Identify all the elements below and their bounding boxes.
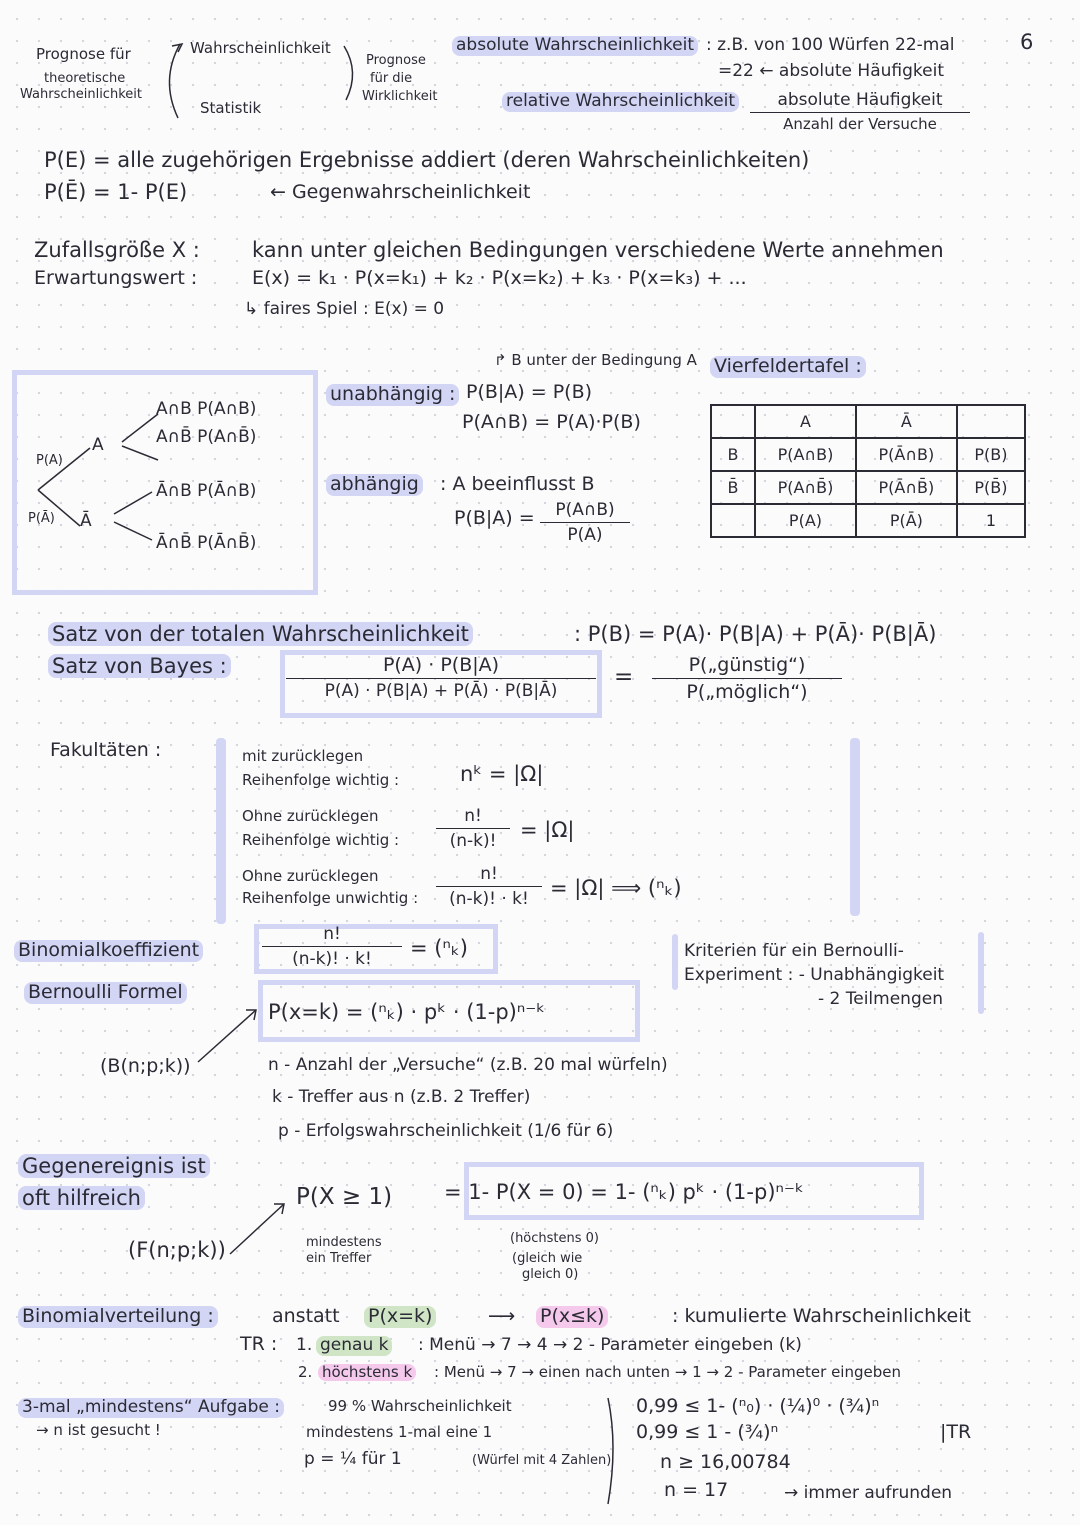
fak-case3-fraction [436, 864, 542, 909]
binomialkoeffizient-fraction [262, 924, 402, 969]
prognose-wirklichkeit-1: Prognose [366, 53, 426, 68]
binomialverteilung-label: Binomialverteilung : [18, 1306, 218, 1328]
binomv-kumuliert: : kumulierte Wahrscheinlichkeit [672, 1305, 971, 1327]
prognose-wirklichkeit-2: für die [370, 71, 413, 86]
bayes-numerator: P(A) · P(B|A) [382, 654, 500, 676]
kriterien-line1: Kriterien für ein Bernoulli- [684, 941, 904, 961]
table-cell: P(A∩B) [755, 438, 856, 471]
abhaengig-denominator: P(A) [567, 525, 603, 545]
relative-wahrscheinlichkeit-label: relative Wahrscheinlichkeit [502, 92, 739, 112]
dreimal-itr: |TR [940, 1421, 972, 1443]
bernoulli-formel-label: Bernoulli Formel [24, 982, 187, 1004]
table-cell: P(Ā) [856, 504, 957, 537]
zufallsgroesse-definition: kann unter gleichen Bedingungen verschiedene Werte annehmen [252, 238, 944, 262]
table-cell: P(B̄) [957, 471, 1025, 504]
tree-pa: P(A) [36, 453, 63, 468]
bayes-right-denominator: P(„möglich“) [686, 681, 808, 703]
binomv-pxk: P(x=k) [364, 1306, 436, 1328]
totale-wahrscheinlichkeit-label: Satz von der totalen Wahrscheinlichkeit [48, 622, 473, 646]
bayes-right-fraction [652, 654, 842, 703]
abhaengig-text: : A beeinflusst B [440, 473, 595, 495]
tree-leaf-4: Ā∩B̄ P(Ā∩B̄) [156, 533, 257, 553]
fak-case2-result: = |Ω| [520, 818, 575, 842]
gegen-arrow-icon [224, 1196, 294, 1262]
tree-node-abar: Ā [80, 511, 92, 531]
fakultaeten-left-bar [216, 738, 226, 924]
erwartungswert-label: Erwartungswert : [34, 267, 198, 289]
gegen-mindestens-2: ein Treffer [306, 1251, 372, 1266]
relative-denominator: Anzahl der Versuche [783, 115, 937, 133]
tree-node-a: A [92, 435, 104, 455]
dreimal-text-3: p = ¼ für 1 [304, 1449, 402, 1469]
gegenereignis-line1: Gegenereignis ist [18, 1154, 210, 1178]
binomv-genau: genau k [316, 1336, 392, 1356]
fakultaeten-label: Fakultäten : [50, 739, 162, 761]
gegen-fnpk: (F(n;p;k)) [128, 1238, 226, 1262]
bernoulli-arrow-icon [190, 1000, 270, 1070]
abhaengig-label: abhängig [326, 474, 423, 496]
binomv-step2-text: : Menü → 7 → einen nach unten → 1 → 2 - Parameter eingeben [434, 1363, 901, 1381]
gegen-hoechstens-2: (gleich wie [512, 1251, 583, 1266]
dreimal-aufrunden: → immer aufrunden [784, 1483, 953, 1503]
table-cell: P(A∩B̄) [755, 471, 856, 504]
table-cell: B̄ [711, 471, 755, 504]
fakultaeten-right-bar [850, 738, 860, 916]
kriterien-left-bar [672, 934, 678, 990]
table-cell: P(Ā∩B̄) [856, 471, 957, 504]
dreimal-result-4: n = 17 [664, 1479, 729, 1501]
binomv-tr-label: TR : [240, 1333, 278, 1355]
prognose-theoretisch: Prognose für [36, 45, 131, 63]
bernoulli-k-explanation: k - Treffer aus n (z.B. 2 Treffer) [272, 1087, 531, 1107]
bayes-equals: = [614, 664, 634, 690]
binomv-step1-number: 1. [296, 1335, 313, 1355]
pe-definition: P(E) = alle zugehörigen Ergebnisse addiert (deren Wahrscheinlichkeiten) [44, 148, 810, 172]
fak-case2-line1: Ohne zurücklegen [242, 807, 379, 825]
binomv-step2-number: 2. [298, 1363, 313, 1381]
fak-case3-result: = |Ω| ⟹ (ⁿₖ) [550, 876, 682, 900]
erwartungswert-formula: E(x) = k₁ · P(x=k₁) + k₂ · P(x=k₂) + k₃ · P(x=k₃) + ... [252, 267, 747, 289]
totale-wahrscheinlichkeit-formula: : P(B) = P(A)· P(B|A) + P(Ā)· P(B|Ā) [574, 622, 937, 646]
fak-case3-denominator: (n-k)! · k! [449, 889, 529, 909]
tree-leaf-2: A∩B̄ P(A∩B̄) [156, 427, 257, 447]
dreimal-result-2: 0,99 ≤ 1 - (¾)ⁿ [636, 1421, 779, 1443]
bayes-label: Satz von Bayes : [48, 654, 231, 678]
gegenereignis-line2: oft hilfreich [18, 1186, 145, 1210]
table-row [711, 504, 1025, 537]
kriterien-right-bar [978, 932, 984, 1014]
vierfeldertafel-title: Vierfeldertafel : [710, 356, 866, 378]
relative-numerator: absolute Häufigkeit [777, 90, 943, 110]
tree-leaf-3: Ā∩B P(Ā∩B) [156, 481, 257, 501]
table-cell: P(A) [755, 504, 856, 537]
table-cell: B [711, 438, 755, 471]
tree-pabar: P(Ā) [28, 511, 55, 526]
bayes-fraction [286, 654, 596, 701]
table-cell: Ā [856, 405, 957, 438]
wahrscheinlichkeit-label: Wahrscheinlichkeit [190, 39, 331, 57]
table-cell: 1 [957, 504, 1025, 537]
bernoulli-p-explanation: p - Erfolgswahrscheinlichkeit (1/6 für 6) [278, 1121, 614, 1141]
bernoulli-bnpk: (B(n;p;k)) [100, 1055, 191, 1077]
dreimal-text-2: mindestens 1-mal eine 1 [306, 1423, 493, 1441]
prognose-wirklichkeit-3: Wirklichkeit [362, 89, 438, 104]
dreimal-label: 3-mal „mindestens“ Aufgabe : [18, 1398, 284, 1418]
gegenwahrscheinlichkeit-note: ← Gegenwahrscheinlichkeit [270, 181, 531, 203]
table-cell: P(B) [957, 438, 1025, 471]
fak-case2-line2: Reihenfolge wichtig : [242, 831, 400, 849]
table-cell [957, 405, 1025, 438]
kriterien-line2: Experiment : - Unabhängigkeit [684, 965, 945, 985]
dreimal-gesucht: → n ist gesucht ! [36, 1421, 161, 1439]
faires-spiel: ↳ faires Spiel : E(x) = 0 [244, 299, 445, 319]
table-row [711, 438, 1025, 471]
table-cell [711, 405, 755, 438]
unabhaengig-label: unabhängig : [326, 384, 459, 406]
dreimal-brace-icon [604, 1396, 622, 1508]
binomv-hoechstens: höchstens k [318, 1364, 416, 1381]
fak-case1-line1: mit zurücklegen [242, 747, 364, 765]
unabhaengig-formula-2: P(A∩B) = P(A)·P(B) [462, 411, 641, 433]
tree-leaf-1: A∩B P(A∩B) [156, 399, 257, 419]
dreimal-result-3: n ≥ 16,00784 [660, 1451, 791, 1473]
dreimal-result-1: 0,99 ≤ 1- (ⁿ₀) · (¼)⁰ · (¾)ⁿ [636, 1395, 880, 1417]
absolute-example-1: : z.B. von 100 Würfen 22-mal [706, 35, 955, 55]
unabhaengig-formula-1: P(B|A) = P(B) [466, 381, 593, 403]
gegen-left-formula: P(X ≥ 1) [296, 1184, 393, 1210]
table-cell: P(Ā∩B) [856, 438, 957, 471]
theoretische-label: theoretische [44, 71, 126, 86]
fak-case3-line2: Reihenfolge unwichtig : [242, 889, 419, 907]
left-bracket-icon [152, 40, 186, 122]
fak-case3-line1: Ohne zurücklegen [242, 867, 379, 885]
absolute-wahrscheinlichkeit-label: absolute Wahrscheinlichkeit [452, 36, 698, 56]
table-cell [711, 504, 755, 537]
vierfeldertafel [710, 404, 1026, 538]
theo-wahrscheinlichkeit-label: Wahrscheinlichkeit [20, 87, 142, 102]
binomv-arrow: ⟶ [488, 1305, 516, 1327]
dreimal-text-1: 99 % Wahrscheinlichkeit [328, 1397, 512, 1415]
bedingung-note: ↱ B unter der Bedingung A [494, 351, 697, 369]
table-row [711, 471, 1025, 504]
kriterien-line3: - 2 Teilmengen [818, 989, 943, 1009]
fak-case2-fraction [436, 806, 510, 851]
binomv-anstatt: anstatt [272, 1305, 340, 1327]
page-number: 6 [1020, 30, 1034, 54]
pe-complement-formula: P(Ē) = 1- P(E) [44, 180, 188, 204]
relative-fraction [750, 90, 970, 133]
gegen-formula: = 1- P(X = 0) = 1- (ⁿₖ) pᵏ · (1-p)ⁿ⁻ᵏ [444, 1180, 804, 1204]
bayes-right-numerator: P(„günstig“) [688, 654, 806, 676]
abhaengig-numerator: P(A∩B) [555, 500, 615, 520]
fak-case1-line2: Reihenfolge wichtig : [242, 771, 400, 789]
bernoulli-n-explanation: n - Anzahl der „Versuche“ (z.B. 20 mal würfeln) [268, 1055, 668, 1075]
binomv-pxlek: P(x≤k) [536, 1306, 608, 1328]
dreimal-text-4: (Würfel mit 4 Zahlen) [472, 1453, 612, 1468]
binomialkoeffizient-result: = (ⁿₖ) [410, 936, 468, 960]
gegen-mindestens-1: mindestens [306, 1235, 382, 1250]
fak-case1-formula: nᵏ = |Ω| [460, 762, 544, 786]
gegen-hoechstens-1: (höchstens 0) [510, 1231, 600, 1246]
zufallsgroesse-label: Zufallsgröße X : [34, 238, 200, 262]
gegen-hoechstens-3: gleich 0) [522, 1267, 579, 1282]
binomialkoeffizient-denominator: (n-k)! · k! [292, 949, 372, 969]
table-cell: A [755, 405, 856, 438]
statistik-label: Statistik [200, 99, 262, 117]
abhaengig-formula-left: P(B|A) = [454, 507, 535, 529]
fak-case2-numerator: n! [464, 806, 482, 826]
absolute-example-2: =22 ← absolute Häufigkeit [718, 61, 944, 81]
binomialkoeffizient-label: Binomialkoeffizient [14, 940, 203, 962]
bernoulli-formula: P(x=k) = (ⁿₖ) · pᵏ · (1-p)ⁿ⁻ᵏ [268, 1000, 546, 1024]
binomialkoeffizient-numerator: n! [323, 924, 341, 944]
fak-case3-numerator: n! [480, 864, 498, 884]
abhaengig-fraction [540, 500, 630, 545]
table-row [711, 405, 1025, 438]
binomv-step1-text: : Menü → 7 → 4 → 2 - Parameter eingeben (k) [418, 1335, 802, 1355]
fak-case2-denominator: (n-k)! [449, 831, 497, 851]
bayes-denominator: P(A) · P(B|A) + P(Ā) · P(B|Ā) [324, 681, 558, 701]
